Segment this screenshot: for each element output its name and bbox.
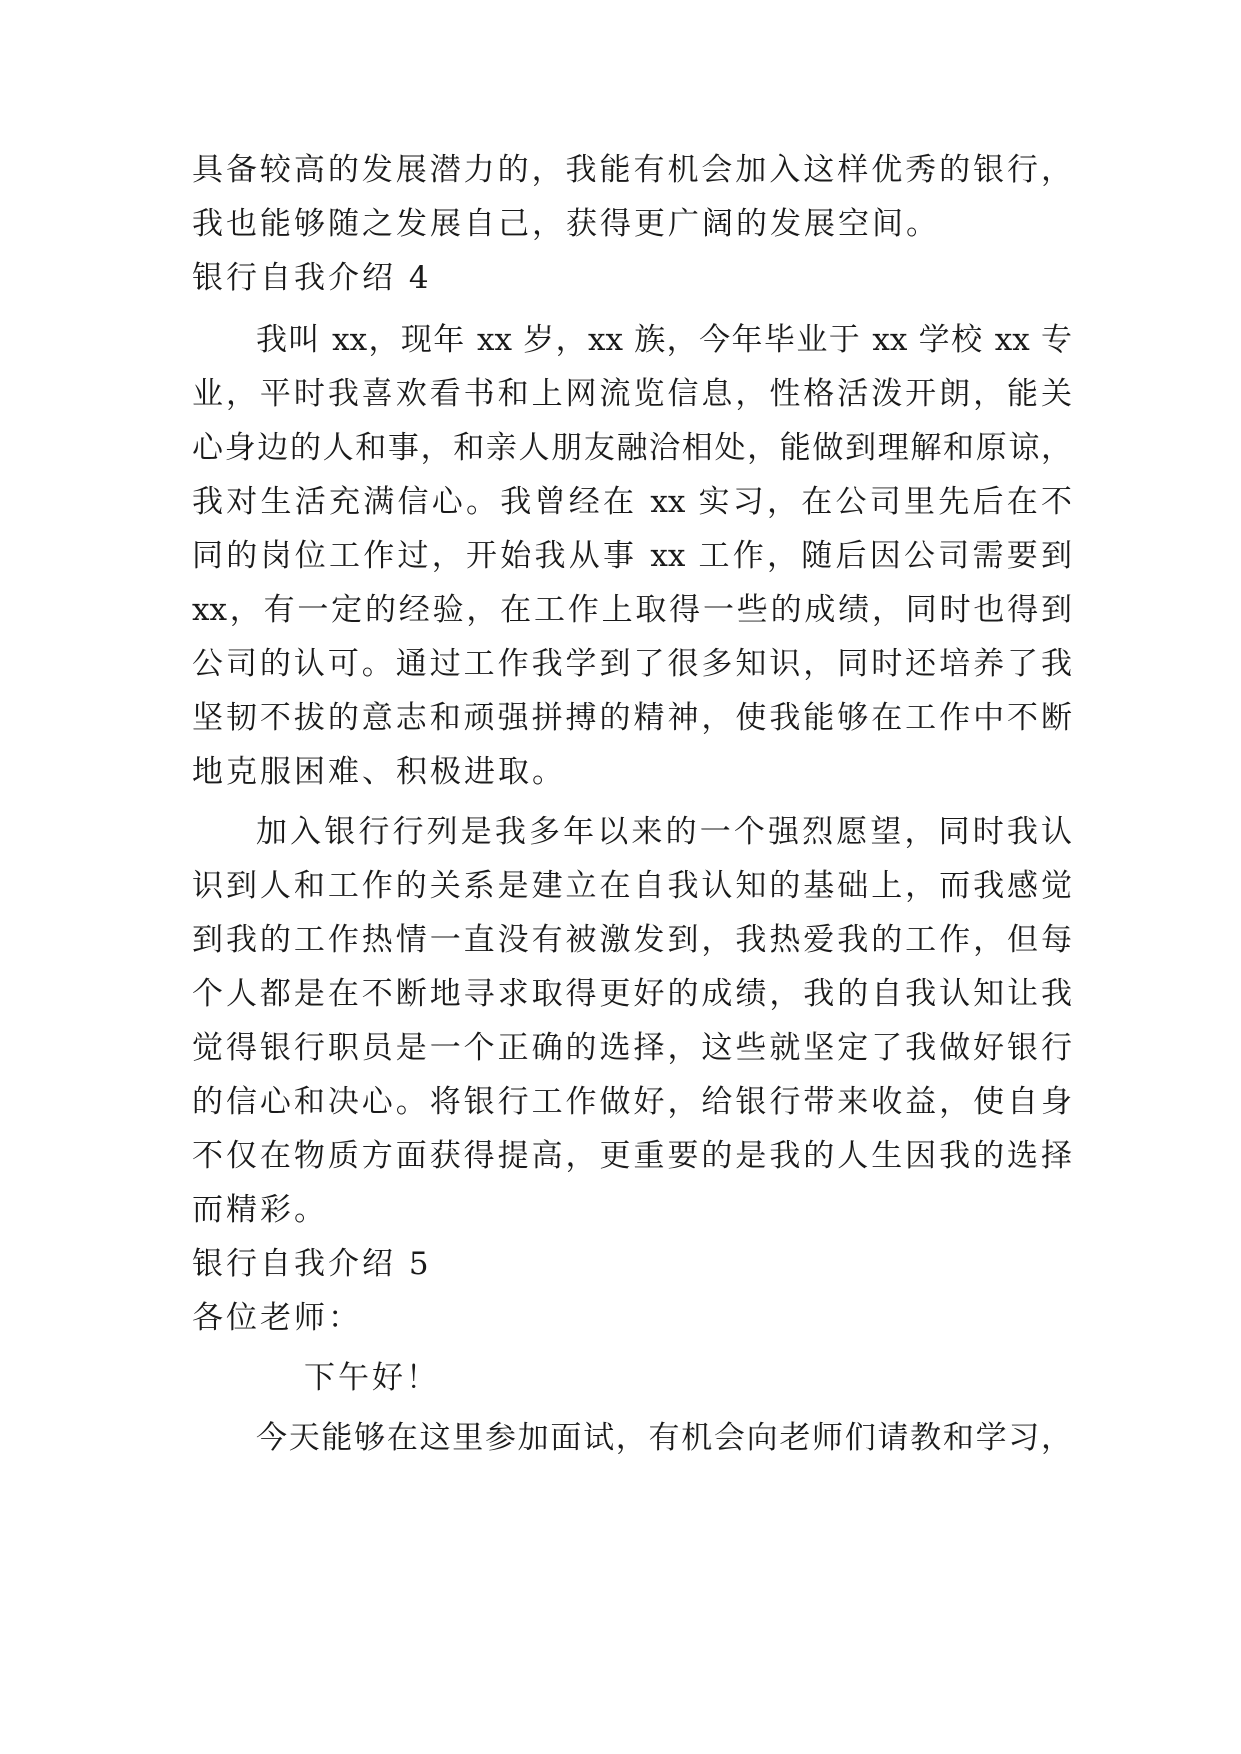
paragraph-line: 的信心和决心。将银行工作做好，给银行带来收益，使自身 bbox=[192, 1084, 1072, 1120]
paragraph-line: 到我的工作热情一直没有被激发到，我热爱我的工作，但每 bbox=[192, 922, 1072, 958]
salutation: 各位老师： bbox=[192, 1300, 362, 1336]
paragraph-line: 觉得银行职员是一个正确的选择，这些就坚定了我做好银行 bbox=[192, 1030, 1072, 1066]
paragraph-line: 而精彩。 bbox=[192, 1192, 328, 1228]
section-heading: 银行自我介绍 5 bbox=[192, 1246, 432, 1282]
paragraph-line: 业，平时我喜欢看书和上网流览信息，性格活泼开朗，能关 bbox=[192, 376, 1072, 412]
paragraph-line: 心身边的人和事，和亲人朋友融洽相处，能做到理解和原谅， bbox=[192, 430, 1072, 466]
paragraph-line: 具备较高的发展潜力的，我能有机会加入这样优秀的银行， bbox=[192, 152, 1072, 188]
paragraph-line: 地克服困难、积极进取。 bbox=[192, 754, 566, 790]
paragraph-line: 不仅在物质方面获得提高，更重要的是我的人生因我的选择 bbox=[192, 1138, 1072, 1174]
paragraph-line: 识到人和工作的关系是建立在自我认知的基础上，而我感觉 bbox=[192, 868, 1072, 904]
paragraph-line: 坚韧不拔的意志和顽强拼搏的精神，使我能够在工作中不断 bbox=[192, 700, 1072, 736]
paragraph-line: xx，有一定的经验，在工作上取得一些的成绩，同时也得到 bbox=[192, 592, 1072, 628]
paragraph-line: 我对生活充满信心。我曾经在 xx 实习，在公司里先后在不 bbox=[192, 484, 1072, 520]
paragraph-line: 同的岗位工作过，开始我从事 xx 工作，随后因公司需要到 bbox=[192, 538, 1072, 574]
paragraph-line: 今天能够在这里参加面试，有机会向老师们请教和学习， bbox=[256, 1420, 1072, 1456]
paragraph-line: 我也能够随之发展自己，获得更广阔的发展空间。 bbox=[192, 206, 940, 242]
greeting: 下午好！ bbox=[304, 1360, 440, 1396]
paragraph-line: 我叫 xx，现年 xx 岁，xx 族，今年毕业于 xx 学校 xx 专 bbox=[256, 322, 1072, 358]
paragraph-line: 个人都是在不断地寻求取得更好的成绩，我的自我认知让我 bbox=[192, 976, 1072, 1012]
paragraph-line: 加入银行行列是我多年以来的一个强烈愿望，同时我认 bbox=[256, 814, 1072, 850]
section-heading: 银行自我介绍 4 bbox=[192, 260, 432, 296]
paragraph-line: 公司的认可。通过工作我学到了很多知识，同时还培养了我 bbox=[192, 646, 1072, 682]
